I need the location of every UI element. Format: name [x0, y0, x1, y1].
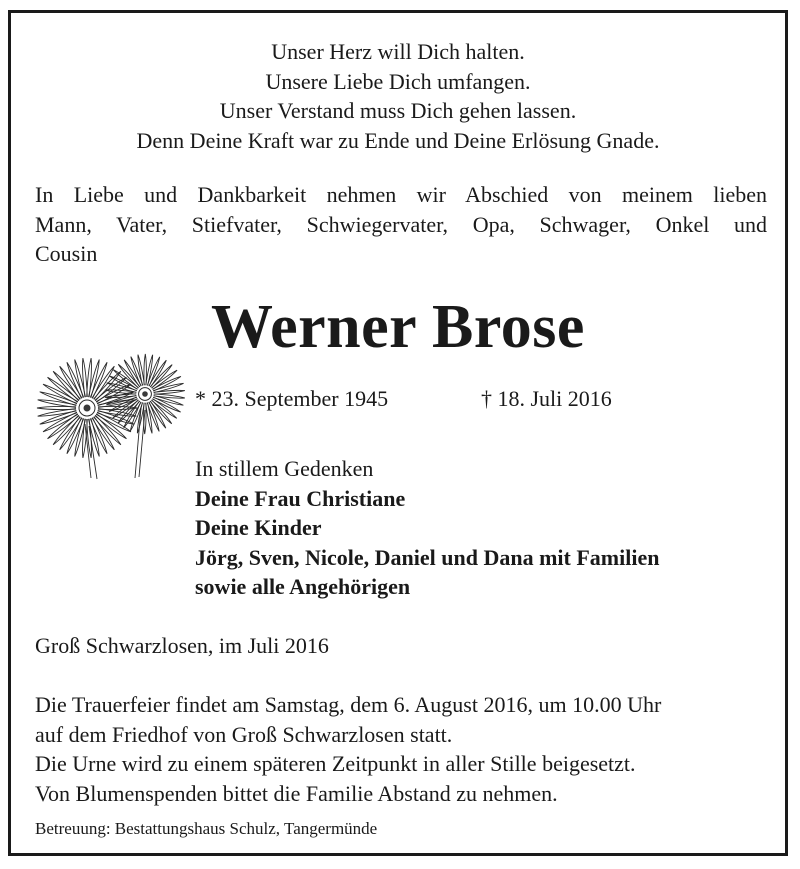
flower-center-dot: [142, 391, 148, 397]
mourner-line: sowie alle Angehörigen: [195, 574, 411, 599]
obituary-frame: [8, 10, 788, 856]
flower-petal: [87, 358, 92, 397]
gerbera-flowers-icon: [33, 346, 185, 481]
poem-line: Unser Herz will Dich halten.: [271, 39, 525, 64]
mourner-line: Deine Kinder: [195, 515, 322, 540]
poem-line: Unsere Liebe Dich umfangen.: [265, 68, 531, 94]
service-line: auf dem Friedhof von Groß Schwarzlosen statt.: [35, 721, 453, 747]
service-info: [35, 690, 775, 808]
birth-date: * 23. September 1945: [195, 386, 389, 411]
flower-center-dot: [84, 405, 91, 412]
intro-line: Cousin: [35, 241, 98, 266]
deceased-name: Werner Brose: [211, 293, 585, 361]
mourner-line: Jörg, Sven, Nicole, Daniel und Dana mit Familien: [195, 544, 660, 570]
mourners-block: [195, 454, 775, 602]
place-date: Groß Schwarzlosen, im Juli 2016: [35, 633, 329, 658]
poem: [11, 37, 785, 155]
intro-line: Mann, Vater, Stiefvater, Schwiegervater, Opa, Schwager, Onkel und: [35, 211, 767, 237]
flower-petal: [154, 390, 185, 394]
service-line: Die Urne wird zu einem späteren Zeitpunkt in aller Stille beigesetzt.: [35, 751, 636, 776]
service-line: Von Blumenspenden bittet die Familie Abstand zu nehmen.: [35, 780, 558, 806]
intro-line: In Liebe und Dankbarkeit nehmen wir Abschied von meinem lieben: [35, 182, 767, 207]
mourner-line: Deine Frau Christiane: [195, 485, 406, 511]
intro-text: [35, 180, 767, 269]
death-date: † 18. Juli 2016: [481, 386, 612, 411]
service-line: Die Trauerfeier findet am Samstag, dem 6. August 2016, um 10.00 Uhr: [35, 692, 662, 717]
funeral-home-note: Betreuung: Bestattungshaus Schulz, Tangermünde: [35, 819, 378, 838]
flower-petal: [154, 394, 185, 398]
poem-line: Denn Deine Kraft war zu Ende und Deine Erlösung Gnade.: [136, 127, 660, 153]
poem-line: Unser Verstand muss Dich gehen lassen.: [219, 98, 577, 123]
mourners-lead: In stillem Gedenken: [195, 456, 374, 481]
